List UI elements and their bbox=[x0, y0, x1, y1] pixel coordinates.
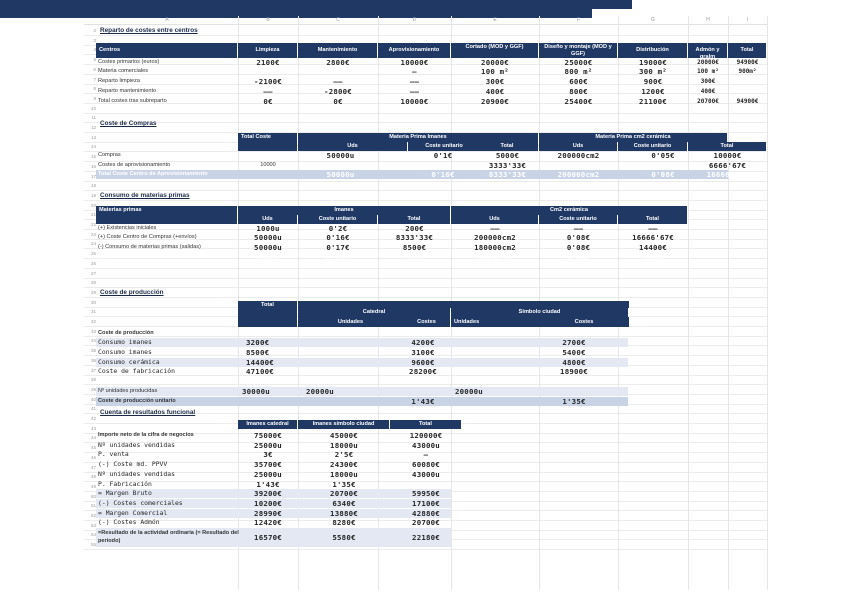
reparto-cell[interactable]: 300€ bbox=[485, 77, 505, 87]
reparto-cell[interactable]: —— bbox=[333, 77, 343, 87]
row-number[interactable]: 23 bbox=[90, 231, 96, 237]
row-number[interactable]: 17 bbox=[90, 173, 96, 179]
produccion-row-label: Consumo imanes bbox=[98, 338, 152, 347]
row-number[interactable]: 18 bbox=[90, 183, 96, 189]
resultados-cell[interactable]: 43000u bbox=[412, 469, 440, 479]
produccion-units-catedral[interactable]: 20000u bbox=[306, 386, 334, 396]
row-number[interactable]: 3 bbox=[93, 37, 96, 43]
consumo-subheader-4: Coste unitario bbox=[539, 215, 617, 224]
resultados-row-label: (-) Costes Admón bbox=[98, 518, 160, 527]
reparto-cell[interactable]: 0€ bbox=[333, 96, 343, 106]
consumo-cell[interactable]: 0'17€ bbox=[326, 252, 350, 262]
produccion-unitcost-label: Coste de producción unitario bbox=[98, 397, 176, 404]
row-number[interactable]: 49 bbox=[90, 483, 96, 489]
row-number[interactable]: 51 bbox=[90, 503, 96, 509]
consumo-cell[interactable]: 1600€ bbox=[641, 252, 665, 262]
reparto-cell[interactable]: 900m² bbox=[738, 68, 757, 76]
row-number[interactable]: 55 bbox=[90, 542, 96, 548]
resultados-header-2: Total bbox=[390, 420, 461, 429]
reparto-cell[interactable] bbox=[728, 87, 767, 96]
compras-cell[interactable]: 50000u bbox=[326, 170, 355, 180]
reparto-cell[interactable]: 100 m² bbox=[697, 68, 719, 76]
reparto-row-label: Costes primarios (euros) bbox=[98, 58, 160, 65]
compras-cell[interactable]: 10000€ bbox=[713, 151, 742, 160]
compras-row-label: Costes de aprovisionamiento bbox=[98, 161, 171, 168]
consumo-subheader-0: Uds bbox=[238, 215, 297, 224]
reparto-row-label: Reparto mantenimiento bbox=[98, 87, 157, 94]
row-number[interactable]: 10 bbox=[90, 105, 96, 111]
column-header-h[interactable]: H bbox=[688, 16, 729, 24]
reparto-cell[interactable]: 20000€ bbox=[481, 57, 509, 67]
consumo-cell[interactable]: 1000u bbox=[256, 252, 280, 262]
reparto-cell[interactable]: 600€ bbox=[569, 77, 588, 87]
consumo-header-materias: Materias primas bbox=[96, 206, 237, 224]
resultados-cell[interactable]: 45000€ bbox=[330, 431, 358, 440]
row-number[interactable]: 15 bbox=[90, 154, 96, 160]
row-number[interactable]: 5 bbox=[93, 57, 96, 63]
row-number[interactable]: 37 bbox=[90, 367, 96, 373]
resultados-row-label: =Resultado de la actividad ordinaria (= Resultado del periodo) bbox=[98, 530, 239, 544]
row-number[interactable]: 8 bbox=[93, 86, 96, 92]
produccion-title: Coste de producción bbox=[100, 288, 164, 296]
row-number[interactable]: 43 bbox=[90, 425, 96, 431]
row-number[interactable]: 4 bbox=[93, 47, 96, 53]
consumo-subheader-2: Total bbox=[378, 215, 450, 224]
row-number[interactable]: 36 bbox=[90, 357, 96, 363]
compras-cell[interactable] bbox=[539, 161, 618, 170]
row-number[interactable]: 38 bbox=[90, 377, 96, 383]
row-number[interactable]: 21 bbox=[90, 212, 96, 218]
row-number[interactable]: 50 bbox=[90, 493, 96, 499]
row-number[interactable]: 19 bbox=[90, 192, 96, 198]
column-header-d[interactable]: D bbox=[378, 16, 452, 24]
resultados-header-1: Imanes símbolo ciudad bbox=[298, 420, 389, 429]
reparto-header-7: Admón y gralm bbox=[688, 43, 727, 58]
resultados-row-label: = Margen Comercial bbox=[98, 508, 168, 517]
resultados-cell[interactable]: 24300€ bbox=[330, 460, 358, 470]
row-number[interactable]: 20 bbox=[90, 202, 96, 208]
consumo-cell[interactable]: 50000u bbox=[254, 243, 282, 252]
reparto-header-1: Limpieza bbox=[238, 43, 297, 58]
resultados-cell[interactable]: 2'5€ bbox=[334, 450, 354, 460]
resultados-cell[interactable]: 20700€ bbox=[412, 518, 440, 528]
compras-header-total-coste: Total Coste bbox=[238, 133, 297, 142]
reparto-row-label: Total costes tras subreparto bbox=[98, 97, 167, 104]
consumo-cell[interactable]: 8333'33€ bbox=[395, 233, 434, 243]
produccion-unitcost-catedral[interactable]: 1'43€ bbox=[411, 396, 435, 406]
consumo-cell[interactable]: 200€ bbox=[405, 223, 424, 233]
resultados-cell[interactable]: 39200€ bbox=[254, 489, 282, 499]
consumo-cell[interactable]: 0'08€ bbox=[566, 243, 591, 252]
resultados-row-label: P. Fabricación bbox=[98, 479, 152, 488]
compras-cell[interactable]: 8333'33€ bbox=[488, 170, 527, 180]
row-number[interactable]: 30 bbox=[90, 299, 96, 305]
resultados-cell[interactable]: 5580€ bbox=[332, 533, 356, 542]
consumo-subheader-3: Uds bbox=[451, 215, 538, 224]
consumo-subheader-5: Total bbox=[618, 215, 687, 224]
row-number[interactable]: 11 bbox=[91, 115, 96, 121]
reparto-cell[interactable] bbox=[298, 67, 378, 76]
reparto-row-label: Materia comerciales bbox=[98, 68, 149, 75]
consumo-cell[interactable]: 14400€ bbox=[639, 243, 667, 252]
resultados-cell[interactable]: 17100€ bbox=[412, 498, 440, 508]
reparto-cell[interactable] bbox=[238, 67, 298, 76]
resultados-cell[interactable]: 13880€ bbox=[330, 508, 358, 518]
produccion-header-total: Total bbox=[238, 301, 297, 310]
resultados-row-label: = Margen Bruto bbox=[98, 489, 152, 498]
consumo-cell[interactable]: 200000cm2 bbox=[474, 233, 516, 243]
reparto-row-label: Reparto limpieza bbox=[98, 78, 140, 85]
reparto-cell[interactable]: 25400€ bbox=[564, 96, 593, 106]
compras-title: Coste de Compras bbox=[100, 120, 157, 128]
produccion-total-cell[interactable]: 8500€ bbox=[246, 348, 270, 357]
compras-row-label: Compras bbox=[98, 152, 121, 158]
compras-cell[interactable]: 0'1€ bbox=[433, 151, 453, 160]
produccion-row-label: Consumo imanes bbox=[98, 348, 152, 356]
row-number[interactable]: 52 bbox=[90, 513, 96, 518]
reparto-cell[interactable]: —— bbox=[409, 77, 420, 87]
consumo-cell[interactable]: 0'08€ bbox=[566, 233, 591, 243]
produccion-simbolo-cell[interactable]: 18900€ bbox=[560, 367, 588, 377]
compras-subheader-1: Coste unitario bbox=[408, 142, 480, 151]
row-number[interactable]: 48 bbox=[90, 474, 96, 480]
produccion-header-top-fill bbox=[298, 301, 629, 308]
resultados-cell[interactable]: 18000u bbox=[330, 469, 358, 479]
grid-column-line bbox=[728, 24, 729, 590]
resultados-cell[interactable]: — bbox=[423, 450, 429, 460]
compras-cell[interactable]: 0'16€ bbox=[431, 170, 455, 180]
grid-row bbox=[84, 269, 767, 279]
compras-subheader-3: Uds bbox=[539, 142, 617, 151]
row-number[interactable]: 13 bbox=[90, 134, 96, 140]
resultados-cell[interactable]: 16570€ bbox=[254, 533, 282, 542]
resultados-cell[interactable]: 25000u bbox=[254, 469, 282, 479]
grid-column-line bbox=[767, 24, 768, 590]
compras-header-ceramica: Materia Prima cm2 cerámica bbox=[539, 133, 727, 142]
reparto-cell[interactable]: 20700€ bbox=[697, 97, 719, 105]
resultados-row-label: (-) Coste md. PPVV bbox=[98, 460, 168, 469]
produccion-section-label: Coste de producción bbox=[98, 329, 154, 336]
compras-header-blank bbox=[238, 142, 297, 151]
compras-cell[interactable]: 6666'67€ bbox=[708, 160, 747, 170]
reparto-cell[interactable]: 0€ bbox=[263, 96, 273, 106]
reparto-title: Reparto de costes entre centros bbox=[100, 27, 198, 34]
reparto-cell[interactable]: — bbox=[412, 67, 417, 77]
compras-total-fill bbox=[0, 0, 632, 9]
reparto-cell[interactable]: —— bbox=[263, 86, 273, 96]
reparto-cell[interactable]: 21100€ bbox=[639, 96, 667, 106]
reparto-header-8: Total bbox=[728, 43, 766, 58]
row-number[interactable]: 22 bbox=[90, 222, 96, 227]
grid-row bbox=[84, 375, 767, 385]
reparto-header-0: Centros bbox=[96, 43, 237, 58]
column-header-c[interactable]: C bbox=[298, 16, 379, 24]
resultados-header-0: Imanes catedral bbox=[238, 420, 297, 429]
resultados-row-label: (-) Costes comerciales bbox=[98, 498, 183, 507]
column-header-i[interactable]: I bbox=[728, 16, 768, 24]
compras-cell[interactable]: 200000cm2 bbox=[557, 151, 600, 160]
produccion-units-simbolo[interactable]: 20000u bbox=[455, 386, 483, 396]
produccion-unitcost-simbolo[interactable]: 1'35€ bbox=[562, 396, 586, 406]
column-header-g[interactable]: G bbox=[618, 16, 689, 24]
compras-subheader-5: Total bbox=[688, 142, 766, 151]
consumo-cell[interactable]: 50000u bbox=[254, 233, 282, 243]
column-header-e[interactable]: E bbox=[451, 16, 540, 24]
reparto-cell[interactable]: 10000€ bbox=[400, 96, 429, 106]
row-number[interactable]: 45 bbox=[90, 445, 96, 451]
resultados-row-label: Importe neto de la cifra de negocios bbox=[98, 432, 194, 438]
row-number[interactable]: 39 bbox=[90, 386, 96, 392]
reparto-header-5: Diseño y montaje (MOD y GGF) bbox=[539, 43, 617, 58]
compras-cell[interactable]: 0'05€ bbox=[651, 151, 675, 160]
resultados-cell[interactable]: 28990€ bbox=[254, 508, 282, 518]
produccion-header-simbolo: Símbolo ciudad bbox=[451, 308, 628, 317]
reparto-header-6: Distribución bbox=[618, 43, 687, 58]
consumo-header-imanes: Imanes bbox=[238, 206, 450, 215]
reparto-cell[interactable]: 400€ bbox=[700, 87, 716, 95]
row-number[interactable]: 28 bbox=[90, 280, 96, 286]
row-number[interactable]: 24 bbox=[90, 241, 96, 247]
compras-subheader-2: Total bbox=[476, 142, 538, 151]
produccion-total-cell[interactable]: 3200€ bbox=[246, 338, 270, 348]
produccion-catedral-cell[interactable]: 3100€ bbox=[411, 348, 435, 357]
column-header-b[interactable]: B bbox=[238, 16, 299, 24]
row-number[interactable]: 54 bbox=[90, 532, 96, 538]
row-number[interactable]: 47 bbox=[90, 464, 96, 470]
reparto-header-4: Cortado (MOD y GGF) bbox=[451, 43, 538, 58]
resultados-row-label: Nº unidades vendidas bbox=[98, 469, 175, 478]
resultados-row-label: Nº unidades vendidas bbox=[98, 440, 175, 449]
produccion-sub-costes-2: Costes bbox=[539, 317, 629, 327]
reparto-cell[interactable]: 19000€ bbox=[639, 57, 667, 67]
reparto-cell[interactable]: —— bbox=[409, 86, 420, 96]
produccion-header-catedral: Catedral bbox=[298, 308, 450, 317]
consumo-cell[interactable]: 1000u bbox=[256, 223, 280, 233]
reparto-cell[interactable]: 300 m² bbox=[639, 67, 667, 77]
produccion-units-label: Nº unidades producidas bbox=[98, 387, 158, 394]
resultados-cell[interactable]: 22180€ bbox=[412, 533, 440, 542]
reparto-cell[interactable]: 20000€ bbox=[697, 58, 719, 66]
row-number[interactable]: 9 bbox=[93, 95, 96, 101]
compras-header-imanes: Materia Prima Imanes bbox=[298, 133, 538, 142]
row-number[interactable]: 12 bbox=[90, 125, 96, 130]
consumo-cell[interactable]: 170€ bbox=[405, 252, 424, 262]
reparto-cell[interactable]: 900€ bbox=[643, 77, 663, 87]
produccion-simbolo-cell[interactable]: 5400€ bbox=[562, 348, 586, 357]
column-header-a[interactable]: A bbox=[96, 16, 239, 24]
resultados-cell[interactable]: 1'35€ bbox=[332, 479, 356, 489]
compras-cell[interactable]: 10000 bbox=[260, 161, 276, 168]
resultados-cell[interactable] bbox=[390, 480, 462, 489]
compras-cell[interactable] bbox=[408, 161, 478, 170]
consumo-cell[interactable]: 180000cm2 bbox=[474, 243, 516, 252]
row-number[interactable]: 2 bbox=[93, 28, 96, 33]
compras-cell[interactable]: 0'08€ bbox=[651, 170, 675, 180]
resultados-cell[interactable]: 43000u bbox=[412, 440, 440, 450]
resultados-cell[interactable]: 18000u bbox=[330, 440, 358, 450]
consumo-title: Consumo de materias primas bbox=[100, 191, 190, 199]
produccion-sub-unidades-1: Unidades bbox=[298, 317, 403, 327]
reparto-cell[interactable]: -2800€ bbox=[324, 86, 352, 96]
resultados-cell[interactable]: 35700€ bbox=[254, 460, 282, 470]
produccion-simbolo-cell[interactable]: 4800€ bbox=[562, 357, 586, 367]
consumo-cell[interactable]: 20000cm2 bbox=[476, 252, 514, 262]
produccion-catedral-cell[interactable]: 4200€ bbox=[411, 338, 435, 348]
row-number[interactable]: 46 bbox=[90, 454, 96, 460]
compras-subheader-4: Coste unitario bbox=[618, 142, 687, 151]
row-number[interactable]: 29 bbox=[90, 289, 96, 295]
consumo-row-label: (=) Existencias finales bbox=[98, 253, 157, 260]
produccion-simbolo-cell[interactable]: 2700€ bbox=[562, 338, 586, 348]
reparto-cell[interactable]: -2100€ bbox=[254, 77, 282, 87]
row-number[interactable]: 40 bbox=[90, 396, 96, 402]
resultados-cell[interactable]: 25000u bbox=[254, 440, 282, 450]
consumo-row-label: (+) Existencias iniciales bbox=[98, 224, 157, 231]
compras-subheader-0: Uds bbox=[298, 142, 407, 151]
consumo-cell[interactable]: 16666'67€ bbox=[632, 233, 674, 243]
resultados-cell[interactable]: 120000€ bbox=[409, 431, 443, 440]
produccion-units-total[interactable]: 30000u bbox=[242, 386, 270, 396]
reparto-cell[interactable]: 400€ bbox=[485, 86, 505, 96]
consumo-subheader-1: Coste unitario bbox=[298, 215, 377, 224]
resultados-cell[interactable]: 8280€ bbox=[332, 518, 356, 528]
resultados-cell[interactable]: 59950€ bbox=[412, 489, 440, 499]
consumo-cell[interactable]: 0'16€ bbox=[326, 233, 350, 243]
row-number[interactable]: 27 bbox=[90, 270, 96, 276]
resultados-row-label: P. venta bbox=[98, 450, 129, 459]
reparto-cell[interactable]: 10000€ bbox=[400, 57, 429, 67]
reparto-cell[interactable]: 20900€ bbox=[481, 96, 509, 106]
resultados-cell[interactable]: 60080€ bbox=[412, 460, 440, 470]
consumo-cell[interactable]: 0'17€ bbox=[326, 243, 350, 252]
produccion-sub-costes-1: Costes bbox=[403, 317, 450, 327]
row-number[interactable]: 6 bbox=[93, 66, 96, 72]
resultados-cell[interactable]: 12420€ bbox=[254, 518, 282, 528]
row-number[interactable]: 33 bbox=[90, 328, 96, 334]
grid-column-line bbox=[688, 24, 689, 590]
row-number[interactable]: 7 bbox=[93, 76, 96, 82]
reparto-cell[interactable]: 300€ bbox=[700, 78, 716, 86]
row-number[interactable]: 42 bbox=[90, 416, 96, 421]
resultados-cell[interactable]: 1'43€ bbox=[256, 479, 280, 489]
row-number[interactable]: 41 bbox=[90, 406, 96, 412]
row-number[interactable]: 16 bbox=[90, 163, 96, 169]
consumo-header-ceramica: Cm2 cerámica bbox=[451, 206, 687, 215]
produccion-catedral-cell[interactable]: 9600€ bbox=[411, 357, 435, 367]
produccion-total-cell[interactable]: 47100€ bbox=[246, 367, 274, 377]
resultados-cell[interactable]: 6340€ bbox=[332, 498, 356, 508]
consumo-cell[interactable]: —— bbox=[490, 223, 500, 233]
produccion-sub-unidades-2: Unidades bbox=[451, 317, 539, 327]
resultados-cell[interactable]: 42880€ bbox=[412, 508, 440, 518]
row-number[interactable]: 31 bbox=[90, 309, 96, 315]
grid-row bbox=[84, 278, 767, 288]
row-number[interactable]: 14 bbox=[90, 144, 96, 150]
resultados-cell[interactable]: 75000€ bbox=[254, 431, 282, 440]
reparto-cell[interactable]: 94900€ bbox=[736, 97, 759, 105]
column-header-f[interactable]: F bbox=[539, 16, 619, 24]
compras-cell[interactable]: 3333'33€ bbox=[488, 160, 527, 170]
row-number[interactable]: 26 bbox=[90, 260, 96, 266]
consumo-cell[interactable]: —— bbox=[648, 223, 658, 233]
row-number[interactable]: 25 bbox=[90, 251, 96, 257]
compras-cell[interactable]: 16666'67€ bbox=[706, 170, 749, 180]
compras-cell[interactable]: 200000cm2 bbox=[557, 170, 600, 180]
reparto-cell[interactable]: 1200€ bbox=[641, 86, 665, 96]
reparto-cell[interactable]: 94900€ bbox=[736, 58, 759, 66]
compras-cell[interactable] bbox=[303, 161, 378, 170]
consumo-cell[interactable]: 8500€ bbox=[402, 243, 427, 252]
produccion-row-label: Consumo cerámica bbox=[98, 357, 160, 366]
consumo-cell[interactable]: 0'2€ bbox=[328, 223, 348, 233]
reparto-header-2: Mantenimiento bbox=[298, 43, 377, 58]
consumo-cell[interactable]: 0'08€ bbox=[566, 252, 591, 262]
reparto-cell[interactable]: 100 m² bbox=[481, 67, 509, 77]
reparto-cell[interactable] bbox=[728, 77, 767, 86]
reparto-cell[interactable]: 2100€ bbox=[256, 57, 280, 67]
row-number[interactable]: 32 bbox=[90, 319, 96, 324]
produccion-catedral-cell[interactable]: 28200€ bbox=[409, 367, 437, 377]
consumo-row-label: (-) Consumo de materias primas (salidas) bbox=[98, 244, 201, 250]
grid-row bbox=[84, 181, 767, 191]
compras-cell[interactable]: 50000u bbox=[326, 151, 355, 160]
compras-cell[interactable] bbox=[238, 170, 298, 179]
produccion-total-cell[interactable]: 14400€ bbox=[246, 357, 274, 367]
reparto-header-3: Aprovisionamiento bbox=[378, 43, 450, 58]
resultados-title: Cuenta de resultados funcional bbox=[100, 409, 196, 417]
reparto-cell[interactable]: 800€ bbox=[569, 86, 588, 96]
reparto-cell[interactable]: 2800€ bbox=[326, 57, 350, 67]
consumo-cell[interactable]: —— bbox=[573, 223, 584, 233]
produccion-row-label: Coste de fabricación bbox=[98, 367, 175, 376]
reparto-cell[interactable]: 25000€ bbox=[564, 57, 593, 67]
resultados-cell[interactable]: 10200€ bbox=[254, 498, 282, 508]
consumo-row-label: (+) Coste Centro de Compras (+envíos) bbox=[98, 234, 197, 241]
resultados-cell[interactable]: 20700€ bbox=[330, 489, 358, 499]
reparto-cell[interactable]: 800 m² bbox=[564, 67, 593, 77]
row-number[interactable]: 34 bbox=[90, 338, 96, 344]
row-number[interactable]: 44 bbox=[90, 435, 96, 441]
compras-row-label: Total Coste Centro de Aprovisionamiento bbox=[98, 171, 208, 178]
resultados-cell[interactable]: 3€ bbox=[263, 450, 273, 460]
row-number[interactable]: 35 bbox=[90, 348, 96, 354]
compras-cell[interactable]: 5000€ bbox=[495, 151, 520, 160]
compras-cell[interactable] bbox=[238, 151, 298, 160]
produccion-header-blank bbox=[238, 310, 297, 327]
row-number[interactable]: 53 bbox=[90, 522, 96, 528]
